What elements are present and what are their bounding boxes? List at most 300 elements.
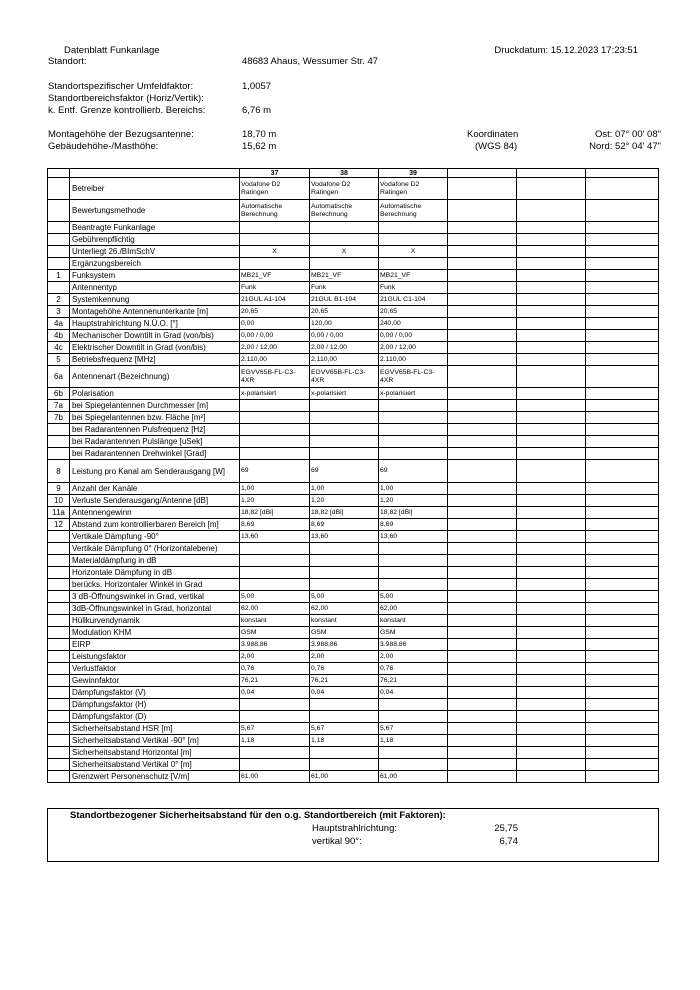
row-number	[48, 759, 70, 771]
row-label: Hauptstrahlrichtung N.Ü.O. [°]	[70, 318, 240, 330]
row-label: bei Radarantennen Drehwinkel [Grad]	[70, 448, 240, 460]
table-cell: 1,18	[240, 735, 310, 747]
table-row	[48, 771, 659, 783]
table-cell: Vodafone D2 Ratingen	[240, 178, 310, 200]
table-row	[48, 615, 659, 627]
table-cell: Funk	[240, 282, 310, 294]
row-label: Betriebsfrequenz [MHz]	[70, 354, 240, 366]
table-cell	[448, 615, 517, 627]
table-cell: 1,20	[379, 495, 448, 507]
row-label: Sicherheitsabstand Vertikal -90° [m]	[70, 735, 240, 747]
table-row	[48, 639, 659, 651]
row-number	[48, 771, 70, 783]
table-cell: 69	[379, 460, 448, 483]
table-cell	[310, 436, 379, 448]
table-cell	[517, 354, 586, 366]
row-number	[48, 555, 70, 567]
table-cell: 62,00	[240, 603, 310, 615]
table-row	[48, 531, 659, 543]
table-cell: 8,69	[379, 519, 448, 531]
row-label: Unterliegt 26./BImSchV	[70, 246, 240, 258]
table-cell: 0,00 / 0,00	[310, 330, 379, 342]
table-cell	[379, 436, 448, 448]
table-cell	[448, 675, 517, 687]
table-cell	[517, 579, 586, 591]
row-label: Gewinnfaktor	[70, 675, 240, 687]
row-label: Sicherheitsabstand Horizontal [m]	[70, 747, 240, 759]
table-row	[48, 603, 659, 615]
table-cell: 20,65	[240, 306, 310, 318]
table-cell: 62,00	[379, 603, 448, 615]
row-label: Anzahl der Kanäle	[70, 483, 240, 495]
row-number	[48, 543, 70, 555]
table-cell	[310, 543, 379, 555]
table-cell: 120,00	[310, 318, 379, 330]
table-cell	[240, 400, 310, 412]
table-cell	[517, 436, 586, 448]
row-label: Antennengewinn	[70, 507, 240, 519]
building-height-label: Gebäudehöhe-/Masthöhe:	[48, 141, 159, 152]
umfeldfaktor-label: Standortspezifischer Umfeldfaktor:	[48, 81, 194, 92]
row-label: Systemkennung	[70, 294, 240, 306]
row-number	[48, 531, 70, 543]
table-cell	[586, 460, 659, 483]
table-cell	[448, 234, 517, 246]
row-label: berücks. Horizontaler Winkel in Grad	[70, 579, 240, 591]
table-cell: 5,00	[310, 591, 379, 603]
table-row	[48, 747, 659, 759]
column-header	[517, 169, 586, 178]
table-row	[48, 519, 659, 531]
table-cell	[586, 282, 659, 294]
row-label: 3 dB-Öffnungswinkel in Grad, vertikal	[70, 591, 240, 603]
antenna-height-value: 18,70 m	[242, 129, 277, 140]
table-row	[48, 222, 659, 234]
row-label: bei Radarantennen Pulsfrequenz [Hz]	[70, 424, 240, 436]
table-cell	[379, 234, 448, 246]
table-cell: 13,60	[310, 531, 379, 543]
row-number: 10	[48, 495, 70, 507]
table-cell	[517, 342, 586, 354]
table-cell	[448, 495, 517, 507]
header-label-cell	[70, 169, 240, 178]
standort-label: Standort:	[48, 56, 87, 67]
table-cell	[310, 747, 379, 759]
table-cell	[517, 400, 586, 412]
table-cell	[517, 330, 586, 342]
table-cell	[586, 639, 659, 651]
table-cell	[517, 759, 586, 771]
row-number	[48, 627, 70, 639]
table-cell	[517, 543, 586, 555]
table-cell: X	[379, 246, 448, 258]
table-cell	[448, 627, 517, 639]
table-cell: x-polarisiert	[240, 388, 310, 400]
row-number	[48, 639, 70, 651]
table-row	[48, 579, 659, 591]
row-number: 3	[48, 306, 70, 318]
table-cell	[517, 258, 586, 270]
table-cell: MB21_VF	[240, 270, 310, 282]
table-row	[48, 543, 659, 555]
table-cell	[586, 178, 659, 200]
table-cell	[517, 460, 586, 483]
table-cell	[379, 543, 448, 555]
row-label: Sicherheitsabstand HSR [m]	[70, 723, 240, 735]
table-cell	[517, 448, 586, 460]
table-cell	[586, 687, 659, 699]
table-row	[48, 178, 659, 200]
table-cell	[448, 483, 517, 495]
column-header	[448, 169, 517, 178]
table-cell	[448, 711, 517, 723]
table-cell	[379, 424, 448, 436]
table-cell	[586, 234, 659, 246]
table-cell	[448, 519, 517, 531]
table-cell	[448, 366, 517, 388]
row-number	[48, 246, 70, 258]
table-cell: Vodafone D2 Ratingen	[310, 178, 379, 200]
row-label: Grenzwert Personenschutz [V/m]	[70, 771, 240, 783]
table-cell	[448, 531, 517, 543]
table-row	[48, 555, 659, 567]
table-cell: MB21_VF	[379, 270, 448, 282]
table-cell: 18,82 [dBi]	[379, 507, 448, 519]
row-number	[48, 591, 70, 603]
table-cell	[586, 747, 659, 759]
table-cell	[240, 579, 310, 591]
table-cell	[310, 711, 379, 723]
table-cell	[586, 246, 659, 258]
table-cell	[240, 567, 310, 579]
table-cell	[310, 567, 379, 579]
row-label: Vertikale Dämpfung 0° (Horizontalebene)	[70, 543, 240, 555]
table-cell	[586, 388, 659, 400]
antenna-height-label: Montagehöhe der Bezugsantenne:	[48, 129, 194, 140]
table-row	[48, 282, 659, 294]
table-cell	[586, 675, 659, 687]
row-label: bei Spiegelantennen bzw. Fläche [m²]	[70, 412, 240, 424]
table-cell: x-polarisiert	[310, 388, 379, 400]
table-cell	[586, 270, 659, 282]
summary-vertical-label: vertikal 90°:	[312, 836, 362, 847]
table-cell	[517, 366, 586, 388]
table-cell: 2.110,00	[379, 354, 448, 366]
table-cell	[517, 615, 586, 627]
table-row	[48, 687, 659, 699]
table-cell: 1,20	[310, 495, 379, 507]
table-cell: konstant	[379, 615, 448, 627]
table-cell: 0,04	[240, 687, 310, 699]
table-cell	[240, 234, 310, 246]
table-cell	[240, 711, 310, 723]
table-cell: 0,76	[379, 663, 448, 675]
table-cell	[586, 400, 659, 412]
table-cell: 0,76	[310, 663, 379, 675]
table-cell	[448, 639, 517, 651]
grenze-label: k. Entf. Grenze kontrollierb. Bereichs:	[48, 105, 206, 116]
table-cell: Automatische Berechnung	[379, 200, 448, 222]
table-cell	[448, 759, 517, 771]
table-cell	[517, 246, 586, 258]
row-label: Dämpfungsfaktor (H)	[70, 699, 240, 711]
row-number	[48, 200, 70, 222]
table-row	[48, 234, 659, 246]
table-cell	[586, 330, 659, 342]
table-row	[48, 246, 659, 258]
row-label: 3dB-Öffnungswinkel in Grad, horizontal	[70, 603, 240, 615]
row-label: Beantragte Funkanlage	[70, 222, 240, 234]
table-row	[48, 436, 659, 448]
table-cell	[379, 258, 448, 270]
table-cell	[586, 448, 659, 460]
table-cell	[517, 495, 586, 507]
table-cell: 5,00	[379, 591, 448, 603]
table-row	[48, 342, 659, 354]
table-cell	[379, 579, 448, 591]
table-cell	[448, 747, 517, 759]
table-cell	[448, 436, 517, 448]
table-cell: 0,76	[240, 663, 310, 675]
row-label: Bewertungsmethode	[70, 200, 240, 222]
table-cell	[517, 483, 586, 495]
table-cell	[586, 771, 659, 783]
row-label: Antennenart (Bezeichnung)	[70, 366, 240, 388]
table-row	[48, 699, 659, 711]
table-row	[48, 663, 659, 675]
table-cell: 5,67	[379, 723, 448, 735]
row-number	[48, 663, 70, 675]
table-cell	[240, 543, 310, 555]
row-label: Materialdämpfung in dB	[70, 555, 240, 567]
table-cell: 1,00	[240, 483, 310, 495]
row-label: Betreiber	[70, 178, 240, 200]
table-row	[48, 711, 659, 723]
table-cell	[586, 735, 659, 747]
table-cell: 18,82 [dBi]	[310, 507, 379, 519]
table-row	[48, 627, 659, 639]
row-number	[48, 675, 70, 687]
table-cell	[586, 366, 659, 388]
table-row	[48, 400, 659, 412]
table-cell: 76,21	[240, 675, 310, 687]
table-cell	[310, 412, 379, 424]
table-cell	[448, 178, 517, 200]
table-cell	[448, 448, 517, 460]
table-cell	[448, 591, 517, 603]
table-cell: 69	[310, 460, 379, 483]
row-number	[48, 687, 70, 699]
table-cell: 2,00 / 12,00	[310, 342, 379, 354]
table-cell: 69	[240, 460, 310, 483]
row-number: 12	[48, 519, 70, 531]
table-cell	[586, 627, 659, 639]
row-number	[48, 234, 70, 246]
table-cell: Funk	[379, 282, 448, 294]
document-title: Datenblatt Funkanlage	[64, 45, 160, 56]
table-row	[48, 675, 659, 687]
table-cell: Automatische Berechnung	[310, 200, 379, 222]
table-cell	[448, 330, 517, 342]
summary-title: Standortbezogener Sicherheitsabstand für den o.g. Standortbereich (mit Faktoren):	[70, 810, 446, 821]
table-cell	[448, 342, 517, 354]
table-cell	[586, 651, 659, 663]
table-cell	[517, 711, 586, 723]
row-label: bei Radarantennen Pulslänge [uSek]	[70, 436, 240, 448]
table-cell: 2.110,00	[240, 354, 310, 366]
table-cell	[448, 735, 517, 747]
table-cell	[517, 663, 586, 675]
row-number: 2	[48, 294, 70, 306]
table-cell: 240,00	[379, 318, 448, 330]
table-cell	[310, 579, 379, 591]
table-cell: 61,00	[310, 771, 379, 783]
table-row	[48, 448, 659, 460]
table-cell	[310, 759, 379, 771]
table-cell: 5,67	[240, 723, 310, 735]
table-cell: 3.988,86	[310, 639, 379, 651]
table-cell	[586, 495, 659, 507]
row-label: Sicherheitsabstand Vertikal 0° [m]	[70, 759, 240, 771]
table-cell: 61,00	[240, 771, 310, 783]
summary-vertical-value: 6,74	[499, 836, 518, 847]
table-cell	[517, 519, 586, 531]
table-cell	[517, 567, 586, 579]
table-cell	[517, 555, 586, 567]
umfeldfaktor-value: 1,0057	[242, 81, 272, 92]
table-cell: 1,00	[310, 483, 379, 495]
coordinates-label: Koordinaten	[467, 129, 519, 140]
table-cell: Automatische Berechnung	[240, 200, 310, 222]
table-cell	[310, 424, 379, 436]
table-cell	[586, 342, 659, 354]
row-label: Vertikale Dämpfung -90°	[70, 531, 240, 543]
table-cell	[448, 294, 517, 306]
table-cell	[448, 412, 517, 424]
column-header: 39	[379, 169, 448, 178]
table-cell	[448, 771, 517, 783]
building-height-value: 15,62 m	[242, 141, 277, 152]
table-cell	[310, 448, 379, 460]
table-cell	[586, 555, 659, 567]
table-cell	[379, 711, 448, 723]
table-cell: 13,60	[379, 531, 448, 543]
table-cell: 20,65	[379, 306, 448, 318]
table-cell	[586, 318, 659, 330]
table-cell	[379, 567, 448, 579]
coordinate-system: (WGS 84)	[475, 141, 518, 152]
row-number: 9	[48, 483, 70, 495]
table-cell	[586, 436, 659, 448]
summary-hsr-value: 25,75	[494, 823, 518, 834]
row-label: bei Spiegelantennen Durchmesser [m]	[70, 400, 240, 412]
row-number	[48, 282, 70, 294]
table-cell	[448, 663, 517, 675]
table-cell	[448, 306, 517, 318]
table-cell: 2,00	[310, 651, 379, 663]
table-cell: 0,04	[379, 687, 448, 699]
table-cell	[448, 651, 517, 663]
table-cell	[448, 460, 517, 483]
table-cell: 20,65	[310, 306, 379, 318]
table-cell	[448, 318, 517, 330]
table-cell	[586, 294, 659, 306]
table-row	[48, 507, 659, 519]
table-cell: 0,00	[240, 318, 310, 330]
table-cell	[586, 591, 659, 603]
table-row	[48, 759, 659, 771]
table-row	[48, 354, 659, 366]
table-cell	[586, 258, 659, 270]
row-number	[48, 735, 70, 747]
table-cell: Funk	[310, 282, 379, 294]
table-cell	[240, 258, 310, 270]
table-cell	[517, 388, 586, 400]
row-number: 6b	[48, 388, 70, 400]
table-cell	[517, 723, 586, 735]
table-cell	[240, 448, 310, 460]
table-cell	[517, 222, 586, 234]
row-number	[48, 699, 70, 711]
table-cell	[586, 711, 659, 723]
table-cell	[240, 436, 310, 448]
table-cell	[517, 507, 586, 519]
table-cell	[517, 747, 586, 759]
table-cell	[517, 699, 586, 711]
table-cell: 21GUL C1-104	[379, 294, 448, 306]
table-cell: 8,69	[310, 519, 379, 531]
table-cell	[586, 531, 659, 543]
table-cell	[448, 603, 517, 615]
table-cell	[448, 567, 517, 579]
table-row	[48, 318, 659, 330]
column-header: 37	[240, 169, 310, 178]
table-cell: X	[240, 246, 310, 258]
row-number	[48, 424, 70, 436]
row-number	[48, 711, 70, 723]
table-cell: 61,00	[379, 771, 448, 783]
table-cell	[379, 747, 448, 759]
table-row	[48, 412, 659, 424]
table-cell	[448, 543, 517, 555]
table-cell	[240, 759, 310, 771]
table-cell	[448, 687, 517, 699]
table-cell: EGVV65B-FL-C3-4XR	[379, 366, 448, 388]
table-cell	[586, 603, 659, 615]
table-cell	[517, 270, 586, 282]
row-label: EIRP	[70, 639, 240, 651]
data-table	[47, 168, 659, 783]
row-label: Verluste Senderausgang/Antenne [dB]	[70, 495, 240, 507]
table-cell	[448, 699, 517, 711]
table-row	[48, 483, 659, 495]
table-cell	[517, 627, 586, 639]
table-cell	[517, 591, 586, 603]
row-label: Elektrischer Downtilt in Grad (von/bis)	[70, 342, 240, 354]
table-cell	[379, 699, 448, 711]
row-number	[48, 436, 70, 448]
row-number: 7a	[48, 400, 70, 412]
row-label: Antennentyp	[70, 282, 240, 294]
row-label: Horizontale Dämpfung in dB	[70, 567, 240, 579]
table-cell	[586, 759, 659, 771]
row-number: 7b	[48, 412, 70, 424]
table-cell	[517, 603, 586, 615]
table-cell: 62,00	[310, 603, 379, 615]
table-cell	[379, 412, 448, 424]
table-cell	[586, 222, 659, 234]
row-number	[48, 567, 70, 579]
